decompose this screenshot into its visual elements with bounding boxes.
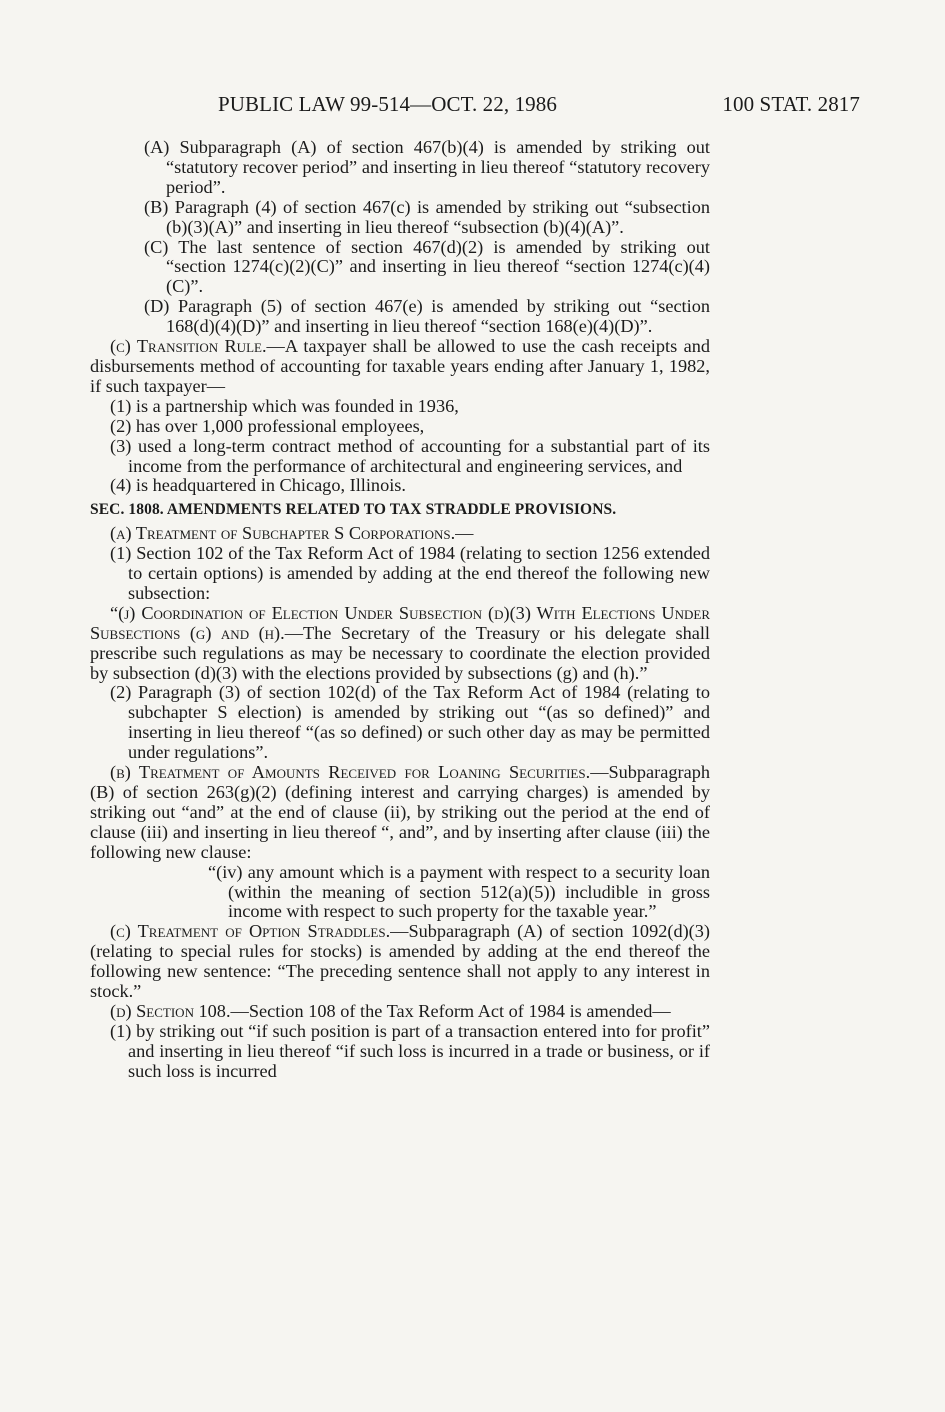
subchapter-s-paragraph-2: (2) Paragraph (3) of section 102(d) of the Tax Reform Act of 1984 (relating to subchapter S election) is amended by striking out “(as so defined)” and inserting in lieu thereof “(as so defined) or such other day as may be permitted under regulations”. — [110, 682, 710, 763]
subchapter-s-heading-paragraph — [90, 524, 710, 544]
section-108-paragraph-1-block — [90, 1022, 710, 1082]
coordination-quote-text: —The Secretary of the Treasury or his delegate shall prescribe such regulations as may be necessary to coordinate the election provided by subsection (d)(3) with the elections provided by subsections (g) and (h).” — [90, 622, 710, 683]
subchapter-s-heading: (a) Treatment of Subchapter S Corporations. — [110, 523, 456, 544]
coordination-quote — [90, 604, 710, 684]
transition-rule-text: —A taxpayer shall be allowed to use the cash receipts and disbursements method of accounting for taxable years ending after January 1, 1982, if such taxpayer— — [90, 336, 710, 396]
section-heading: SEC. 1808. AMENDMENTS RELATED TO TAX STRADDLE PROVISIONS. — [90, 501, 617, 519]
transition-item-1: (1) is a partnership which was founded in 1936, — [110, 395, 459, 416]
loaning-securities-heading: (b) Treatment of Amounts Received for Loaning Securities. — [110, 762, 591, 783]
coordination-quote-heading: “(j) Coordination of Election Under Subsection (d)(3) With Elections Under Subsections (g) and (h). — [90, 602, 710, 643]
transition-rule-paragraph — [90, 337, 710, 397]
new-clause-iv: “(iv) any amount which is a payment with respect to a security loan (within the meaning of section 512(a)(5)) includible in gross income with respect to such property for the taxable year.” — [208, 861, 710, 922]
subparagraph-list — [90, 138, 710, 337]
section-108-paragraph-1: (1) by striking out “if such position is part of a transaction entered into for profit” and inserting in lieu thereof “if such loss is incurred in a trade or business, or if such loss is incurred — [110, 1020, 710, 1081]
transition-rule-heading: (c) Transition Rule. — [110, 336, 267, 357]
option-straddles-paragraph — [90, 922, 710, 1002]
new-clause-block — [90, 863, 710, 923]
subparagraph-a: (A) Subparagraph (A) of section 467(b)(4) is amended by striking out “statutory recover period” and inserting in lieu thereof “statutory recovery period”. — [144, 137, 710, 197]
header-citation: PUBLIC LAW 99-514—OCT. 22, 1986 — [218, 92, 557, 116]
subparagraph-d: (D) Paragraph (5) of section 467(e) is amended by striking out “section 168(d)(4)(D)” and inserting in lieu thereof “section 168(e)(4)(D)”. — [144, 296, 710, 337]
subchapter-s-paragraph-1: (1) Section 102 of the Tax Reform Act of 1984 (relating to section 1256 extended to certain options) is amended by adding at the end thereof the following new subsection: — [110, 543, 710, 603]
loaning-securities-text: —Subparagraph (B) of section 263(g)(2) (defining interest and carrying charges) is amended by striking out “and” at the end of clause (ii), by striking out the period at the end of clause (iii) and inserting in lieu thereof “, and”, and by inserting after clause (iii) the following new clause: — [90, 762, 710, 862]
page-header — [90, 92, 860, 120]
transition-rule-items — [90, 397, 710, 497]
section-108-heading: (d) Section 108. — [110, 1000, 231, 1021]
section-108-paragraph — [90, 1002, 710, 1022]
subparagraph-c: (C) The last sentence of section 467(d)(2) is amended by striking out “section 1274(c)(2)(C)” and inserting in lieu thereof “section 1274(c)(4)(C)”. — [144, 236, 710, 297]
subchapter-s-paragraph-2-block — [90, 683, 710, 763]
option-straddles-text: —Subparagraph (A) of section 1092(d)(3) (relating to special rules for stocks) is amended by adding at the end thereof the following new sentence: “The preceding sentence shall not apply to any interest in stock.” — [90, 921, 710, 1002]
option-straddles-heading: (c) Treatment of Option Straddles. — [110, 921, 391, 942]
subparagraph-b: (B) Paragraph (4) of section 467(c) is amended by striking out “subsection (b)(3)(A)” and inserting in lieu thereof “subsection (b)(4)(A)”. — [144, 196, 710, 237]
section-108-text: —Section 108 of the Tax Reform Act of 1984 is amended— — [230, 1000, 671, 1021]
subchapter-s-dash: — — [455, 523, 474, 544]
subchapter-s-paragraph-1-block — [90, 544, 710, 604]
header-stat-page: 100 STAT. 2817 — [722, 92, 860, 116]
transition-item-4: (4) is headquartered in Chicago, Illinois. — [110, 475, 406, 496]
page-body — [90, 138, 710, 1082]
transition-item-3: (3) used a long-term contract method of accounting for a substantial part of its income from the performance of architectural and engineering services, and — [110, 435, 710, 476]
loaning-securities-paragraph — [90, 763, 710, 863]
transition-item-2: (2) has over 1,000 professional employees, — [110, 415, 425, 436]
